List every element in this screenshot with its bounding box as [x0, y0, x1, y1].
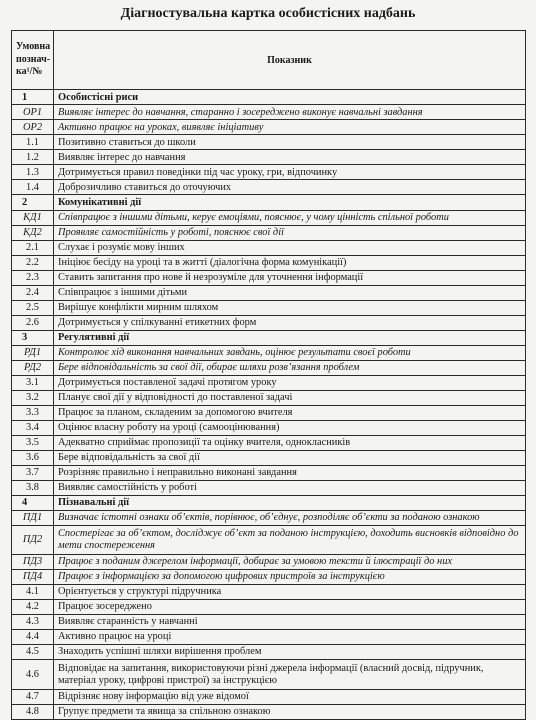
row-text: Слухає і розуміє мову інших	[54, 240, 526, 255]
criterion-row	[12, 210, 526, 225]
row-code: 4.3	[12, 615, 54, 630]
row-text: Особистісні риси	[54, 90, 526, 105]
row-text: Визначає істотні ознаки об’єктів, порівнює, об’єднує, розподіляє об’єкти за поданою ознакою	[54, 510, 526, 525]
row-text: Знаходить успішні шляхи вирішення проблем	[54, 645, 526, 660]
indicator-row	[12, 180, 526, 195]
row-code: ПД1	[12, 510, 54, 525]
criterion-row	[12, 225, 526, 240]
row-code: 2	[12, 195, 54, 210]
row-text: Співпрацює з іншими дітьми	[54, 285, 526, 300]
row-code: 4.2	[12, 600, 54, 615]
row-code: ПД4	[12, 570, 54, 585]
row-text: Позитивно ставиться до школи	[54, 135, 526, 150]
indicator-row	[12, 135, 526, 150]
row-text: Бере відповідальність за свої дії, обирає шляхи розв’язання проблем	[54, 360, 526, 375]
row-code: 1.1	[12, 135, 54, 150]
row-text: Активно працює на уроці	[54, 630, 526, 645]
row-text: Бере відповідальність за свої дії	[54, 450, 526, 465]
row-code: РД1	[12, 345, 54, 360]
row-text: Відповідає на запитання, використовуючи різні джерела інформації (власний досвід, підручник, матеріал уроку, цифрові пристрої) за інструкцією	[54, 660, 526, 689]
row-text: Активно працює на уроках, виявляє ініціативу	[54, 120, 526, 135]
row-code: 2.3	[12, 270, 54, 285]
page-title: Діагностувальна картка особистісних надбань	[120, 6, 416, 21]
indicator-row	[12, 585, 526, 600]
indicator-row	[12, 150, 526, 165]
indicator-row	[12, 645, 526, 660]
row-code: 4.7	[12, 689, 54, 704]
row-code: 2.2	[12, 255, 54, 270]
indicator-row	[12, 689, 526, 704]
section-row	[12, 90, 526, 105]
row-code: 3.2	[12, 390, 54, 405]
row-code: ПД2	[12, 525, 54, 554]
indicator-row	[12, 615, 526, 630]
indicator-row	[12, 600, 526, 615]
indicator-row	[12, 390, 526, 405]
row-text: Працює з інформацією за допомогою цифрових пристроїв за інструкцією	[54, 570, 526, 585]
row-code: 4	[12, 495, 54, 510]
row-code: 3.1	[12, 375, 54, 390]
row-code: 1.3	[12, 165, 54, 180]
row-code: ПД3	[12, 555, 54, 570]
row-code: 3.5	[12, 435, 54, 450]
indicator-row	[12, 285, 526, 300]
row-text: Дотримується у спілкуванні етикетних форм	[54, 315, 526, 330]
row-code: 4.5	[12, 645, 54, 660]
indicator-row	[12, 465, 526, 480]
diagnostic-table	[11, 30, 526, 720]
indicator-column-header: Показник	[54, 31, 526, 90]
row-code: 2.1	[12, 240, 54, 255]
row-text: Працює зосереджено	[54, 600, 526, 615]
row-text: Дотримується правил поведінки під час уроку, гри, відпочинку	[54, 165, 526, 180]
row-text: Адекватно сприймає пропозиції та оцінку вчителя, однокласників	[54, 435, 526, 450]
row-text: Пізнавальні дії	[54, 495, 526, 510]
row-text: Працює з поданим джерелом інформації, добирає за умовою тексти й ілюстрації до них	[54, 555, 526, 570]
section-row	[12, 330, 526, 345]
row-text: Дотримується поставленої задачі протягом уроку	[54, 375, 526, 390]
row-text: Виявляє інтерес до навчання	[54, 150, 526, 165]
indicator-row	[12, 435, 526, 450]
table-header-row	[12, 31, 526, 90]
table-body	[12, 90, 526, 719]
row-code: КД1	[12, 210, 54, 225]
row-text: Співпрацює з іншими дітьми, керує емоціями, пояснює, у чому цінність спільної роботи	[54, 210, 526, 225]
row-code: 3.6	[12, 450, 54, 465]
indicator-row	[12, 165, 526, 180]
row-text: Орієнтується у структурі підручника	[54, 585, 526, 600]
row-text: Розрізняє правильно і неправильно виконані завдання	[54, 465, 526, 480]
criterion-row	[12, 570, 526, 585]
row-code: 3.3	[12, 405, 54, 420]
row-code: 2.6	[12, 315, 54, 330]
row-code: 1.4	[12, 180, 54, 195]
criterion-row	[12, 525, 526, 554]
indicator-row	[12, 315, 526, 330]
row-text: Виявляє старанність у навчанні	[54, 615, 526, 630]
row-text: Виявляє самостійність у роботі	[54, 480, 526, 495]
row-code: 2.4	[12, 285, 54, 300]
indicator-row	[12, 480, 526, 495]
row-text: Вирішує конфлікти мирним шляхом	[54, 300, 526, 315]
row-code: 4.1	[12, 585, 54, 600]
row-code: 4.6	[12, 660, 54, 689]
row-code: 3.4	[12, 420, 54, 435]
row-text: Оцінює власну роботу на уроці (самооцінювання)	[54, 420, 526, 435]
indicator-row	[12, 255, 526, 270]
row-code: РД2	[12, 360, 54, 375]
row-code: 3	[12, 330, 54, 345]
criterion-row	[12, 510, 526, 525]
criterion-row	[12, 105, 526, 120]
row-code: ОР2	[12, 120, 54, 135]
indicator-row	[12, 300, 526, 315]
row-code: 4.8	[12, 704, 54, 719]
indicator-row	[12, 630, 526, 645]
row-text: Виявляє інтерес до навчання, старанно і зосереджено виконує навчальні завдання	[54, 105, 526, 120]
indicator-row	[12, 270, 526, 285]
row-code: 3.7	[12, 465, 54, 480]
indicator-row	[12, 375, 526, 390]
row-code: 4.4	[12, 630, 54, 645]
criterion-row	[12, 345, 526, 360]
section-row	[12, 495, 526, 510]
row-text: Планує свої дії у відповідності до поставленої задачі	[54, 390, 526, 405]
row-text: Ставить запитання про нове й незрозуміле для уточнення інформації	[54, 270, 526, 285]
row-text: Ініціює бесіду на уроці та в житті (діалогічна форма комунікації)	[54, 255, 526, 270]
row-text: Комунікативні дії	[54, 195, 526, 210]
indicator-row	[12, 240, 526, 255]
indicator-row	[12, 420, 526, 435]
row-code: 1.2	[12, 150, 54, 165]
row-text: Доброзичливо ставиться до оточуючих	[54, 180, 526, 195]
row-code: 2.5	[12, 300, 54, 315]
section-row	[12, 195, 526, 210]
row-text: Відрізняє нову інформацію від уже відомої	[54, 689, 526, 704]
indicator-row	[12, 704, 526, 719]
row-text: Спостерігає за об’єктом, досліджує об’єкт за поданою інструкцією, доходить висновків відповідно до мети спостереження	[54, 525, 526, 554]
indicator-row	[12, 405, 526, 420]
indicator-row	[12, 660, 526, 689]
row-text: Регулятивні дії	[54, 330, 526, 345]
criterion-row	[12, 120, 526, 135]
criterion-row	[12, 555, 526, 570]
row-text: Групує предмети та явища за спільною ознакою	[54, 704, 526, 719]
row-text: Працює за планом, складеним за допомогою вчителя	[54, 405, 526, 420]
row-text: Проявляє самостійність у роботі, пояснює свої дії	[54, 225, 526, 240]
row-code: КД2	[12, 225, 54, 240]
row-code: ОР1	[12, 105, 54, 120]
indicator-row	[12, 450, 526, 465]
code-column-header: Умовна познач-ка¹/№	[12, 31, 54, 90]
criterion-row	[12, 360, 526, 375]
row-code: 3.8	[12, 480, 54, 495]
row-code: 1	[12, 90, 54, 105]
row-text: Контролює хід виконання навчальних завдань, оцінює результати своєї роботи	[54, 345, 526, 360]
